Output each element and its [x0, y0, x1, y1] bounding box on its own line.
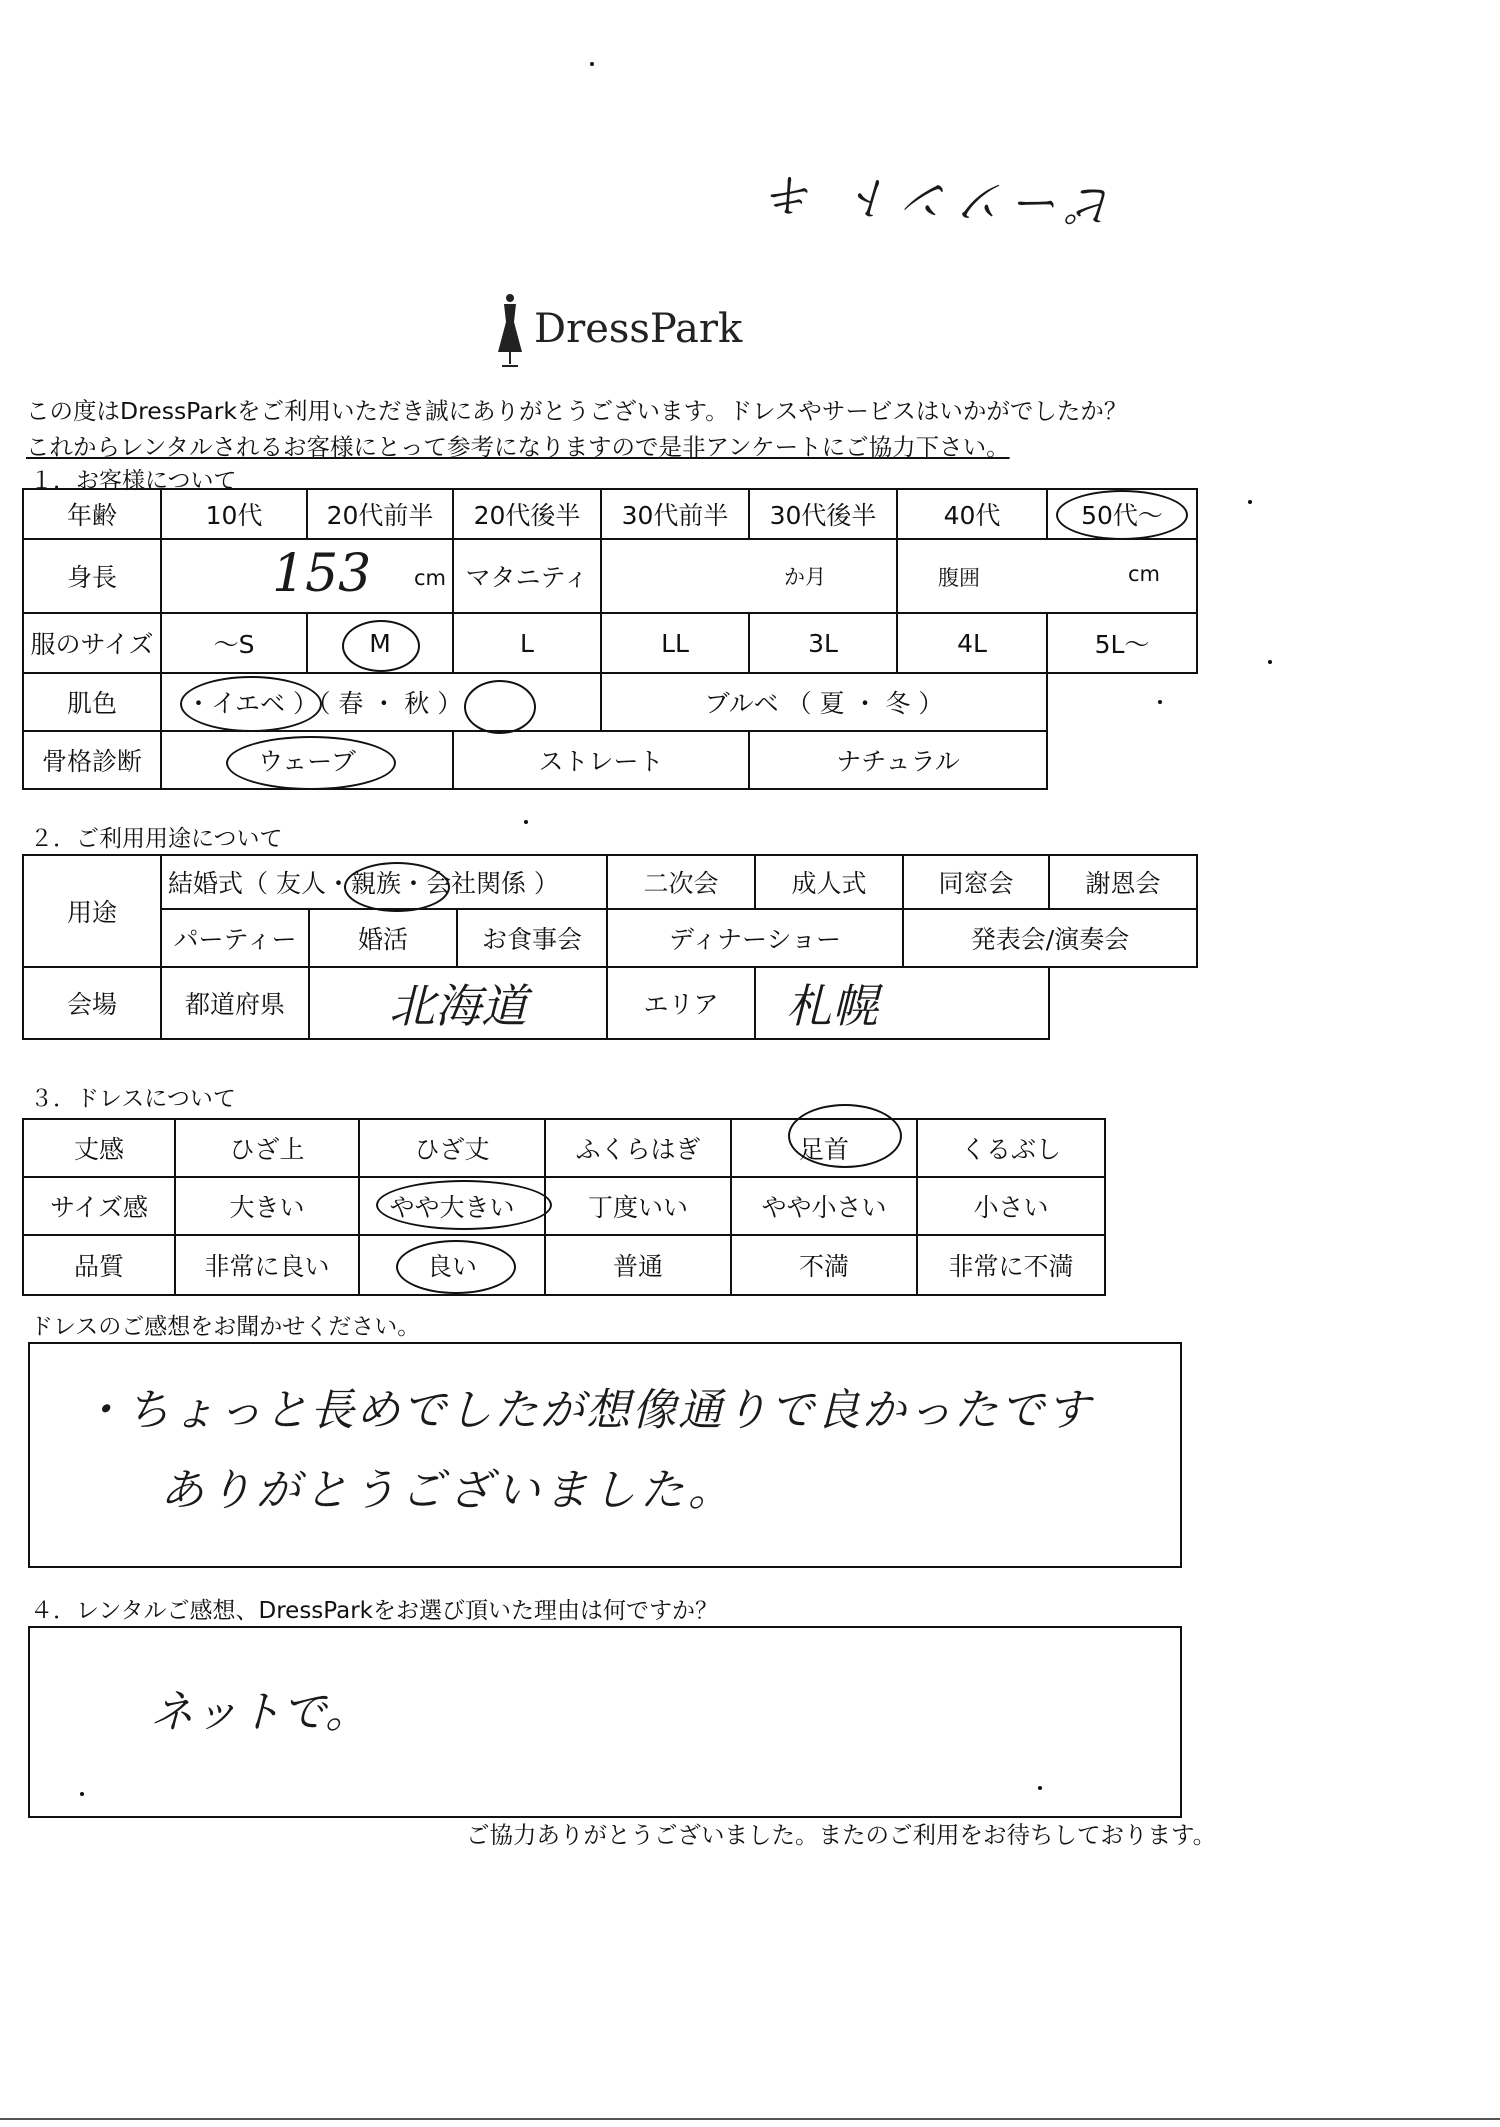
frame-label: 骨格診断	[23, 731, 161, 789]
purpose-table	[22, 854, 1198, 1040]
pref-field[interactable]	[309, 967, 607, 1039]
purpose-wedding[interactable]: 結婚式（ 友人・親族・会社関係 ）	[161, 855, 607, 909]
purpose-option[interactable]: 二次会	[607, 855, 755, 909]
quality-option-selected[interactable]: 良い	[359, 1235, 545, 1295]
reason-box[interactable]	[28, 1626, 1182, 1818]
comment-line-2: ありがとうございました。	[160, 1465, 736, 1516]
section1-title: １．お客様について	[30, 468, 237, 494]
purpose-label: 用途	[23, 855, 161, 967]
section2-title: ２．ご利用用途について	[30, 826, 283, 852]
maternity-label: マタニティ	[453, 539, 601, 613]
purpose-option[interactable]: パーティー	[161, 909, 309, 967]
skin-label: 肌色	[23, 673, 161, 731]
size-option[interactable]: 4L	[897, 613, 1047, 673]
dress-icon	[494, 292, 526, 372]
purpose-option[interactable]: 発表会/演奏会	[903, 909, 1197, 967]
fit-option[interactable]: 大きい	[175, 1177, 359, 1235]
dress-table	[22, 1118, 1106, 1296]
size-option[interactable]: LL	[601, 613, 749, 673]
fit-option-selected[interactable]: やや大きい	[359, 1177, 545, 1235]
fit-option[interactable]: やや小さい	[731, 1177, 917, 1235]
skin-yellow-option[interactable]: ・イエベ ）（ 春 ・ 秋 ）	[161, 673, 601, 731]
purpose-option[interactable]: ディナーショー	[607, 909, 903, 967]
skin-blue-option[interactable]: ブルベ （ 夏 ・ 冬 ）	[601, 673, 1047, 731]
height-cell[interactable]	[161, 539, 453, 613]
maternity-unit: か月	[784, 565, 826, 589]
handwritten-top-note: ピーソント キ	[759, 166, 1118, 234]
length-label: 丈感	[23, 1119, 175, 1177]
length-option-selected[interactable]: 足首	[731, 1119, 917, 1177]
age-option[interactable]: 40代	[897, 489, 1047, 539]
waist-cell[interactable]	[897, 539, 1197, 613]
purpose-option[interactable]: お食事会	[457, 909, 607, 967]
section4-title: ４．レンタルご感想、DressParkをお選び頂いた理由は何ですか？	[30, 1598, 718, 1624]
intro-line-1: この度はDressParkをご利用いただき誠にありがとうございます。ドレスやサービスはいかがでしたか？	[26, 397, 1128, 425]
speck	[1248, 500, 1252, 504]
quality-label: 品質	[23, 1235, 175, 1295]
comment-prompt: ドレスのご感想をお聞かせください。	[30, 1314, 421, 1340]
purpose-option[interactable]: 成人式	[755, 855, 903, 909]
age-label: 年齢	[23, 489, 161, 539]
frame-option-selected[interactable]: ウェーブ	[161, 731, 453, 789]
length-option[interactable]: くるぶし	[917, 1119, 1105, 1177]
quality-option[interactable]: 普通	[545, 1235, 731, 1295]
size-option[interactable]: L	[453, 613, 601, 673]
purpose-option[interactable]: 謝恩会	[1049, 855, 1197, 909]
area-label: エリア	[607, 967, 755, 1039]
venue-label: 会場	[23, 967, 161, 1039]
reason-answer: ネットで。	[150, 1687, 370, 1738]
customer-table	[22, 488, 1198, 790]
speck	[1268, 660, 1272, 664]
age-option[interactable]: 30代前半	[601, 489, 749, 539]
area-field[interactable]	[755, 967, 1049, 1039]
speck	[524, 820, 528, 824]
age-option[interactable]: 20代後半	[453, 489, 601, 539]
footer-thanks: ご協力ありがとうございました。またのご利用をお待ちしております。	[466, 1821, 1217, 1849]
length-option[interactable]: ひざ上	[175, 1119, 359, 1177]
intro-line-2: これからレンタルされるお客様にとって参考になりますので是非アンケートにご協力下さい。	[26, 433, 1010, 461]
pref-label: 都道府県	[161, 967, 309, 1039]
quality-option[interactable]: 非常に良い	[175, 1235, 359, 1295]
height-unit: cm	[413, 565, 446, 590]
speck	[1038, 1786, 1042, 1790]
frame-option[interactable]: ナチュラル	[749, 731, 1047, 789]
scan-edge-line	[0, 2118, 1500, 2120]
size-option[interactable]: 3L	[749, 613, 897, 673]
size-option[interactable]: 5L～	[1047, 613, 1197, 673]
height-value: 153	[272, 544, 372, 604]
speck	[80, 1792, 84, 1796]
fit-option[interactable]: 丁度いい	[545, 1177, 731, 1235]
size-label: 服のサイズ	[23, 613, 161, 673]
age-option[interactable]: 30代後半	[749, 489, 897, 539]
age-option[interactable]: 10代	[161, 489, 307, 539]
purpose-option[interactable]: 同窓会	[903, 855, 1049, 909]
waist-label: 腹囲	[938, 566, 980, 590]
purpose-option[interactable]: 婚活	[309, 909, 457, 967]
area-value: 札幌	[786, 979, 878, 1033]
height-label: 身長	[23, 539, 161, 613]
size-option-selected[interactable]: M	[307, 613, 453, 673]
fit-option[interactable]: 小さい	[917, 1177, 1105, 1235]
fit-label: サイズ感	[23, 1177, 175, 1235]
age-option-selected[interactable]: 50代～	[1047, 489, 1197, 539]
age-option[interactable]: 20代前半	[307, 489, 453, 539]
frame-option[interactable]: ストレート	[453, 731, 749, 789]
pref-value: 北海道	[389, 979, 527, 1033]
dresspark-logo	[494, 292, 744, 372]
size-option[interactable]: ～S	[161, 613, 307, 673]
length-option[interactable]: ひざ丈	[359, 1119, 545, 1177]
quality-option[interactable]: 非常に不満	[917, 1235, 1105, 1295]
speck	[1158, 700, 1162, 704]
waist-unit: cm	[1127, 562, 1160, 586]
speck	[590, 62, 594, 66]
section3-title: ３．ドレスについて	[30, 1086, 236, 1112]
comment-line-1: ・ちょっと長めでしたが想像通りで良かったです	[80, 1385, 1092, 1436]
maternity-cell[interactable]	[601, 539, 897, 613]
comment-box[interactable]	[28, 1342, 1182, 1568]
logo-text: DressPark	[534, 306, 743, 352]
quality-option[interactable]: 不満	[731, 1235, 917, 1295]
length-option[interactable]: ふくらはぎ	[545, 1119, 731, 1177]
